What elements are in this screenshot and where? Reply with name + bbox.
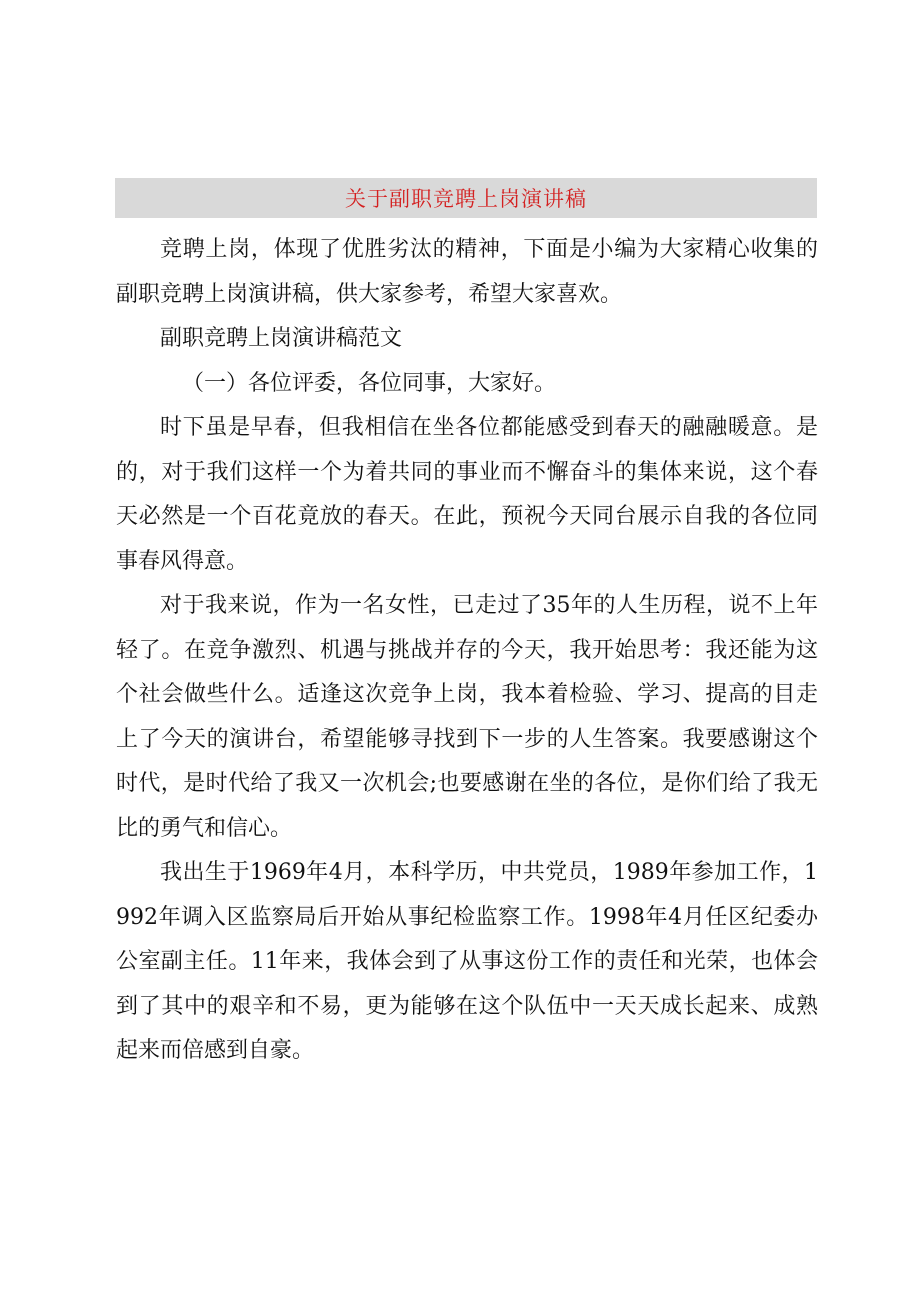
section-heading: 副职竞聘上岗演讲稿范文 (160, 326, 403, 351)
body-paragraph-career: 我出生于1969年4月，本科学历，中共党员，1989年参加工作，1992年调入区监察局后开始从事纪检监察工作。1998年4月任区纪委办公室副主任。11年来，我体会到了从事这份工作的责任和光荣，也体会到了其中的艰辛和不易，更为能够在这个队伍中一天天成长起来、成熟起来而倍感到自豪。 (116, 860, 818, 1063)
body-paragraph-spring: 时下虽是早春，但我相信在坐各位都能感受到春天的融融暖意。是的，对于我们这样一个为着共同的事业而不懈奋斗的集体来说，这个春天必然是一个百花竟放的春天。在此，预祝今天同台展示自我的各位同事春风得意。 (116, 415, 818, 574)
document-body (116, 228, 818, 1074)
body-paragraph-personal: 对于我来说，作为一名女性，已走过了35年的人生历程，说不上年轻了。在竞争激烈、机遇与挑战并存的今天，我开始思考：我还能为这个社会做些什么。适逢这次竞争上岗，我本着检验、学习、提高的目走上了今天的演讲台，希望能够寻找到下一步的人生答案。我要感谢这个时代，是时代给了我又一次机会;也要感谢在坐的各位，是你们给了我无比的勇气和信心。 (116, 593, 818, 841)
greeting-paragraph: （一）各位评委，各位同事，大家好。 (182, 370, 557, 396)
intro-paragraph: 竞聘上岗，体现了优胜劣汰的精神，下面是小编为大家精心收集的副职竞聘上岗演讲稿，供大家参考，希望大家喜欢。 (116, 237, 818, 307)
document-title: 关于副职竞聘上岗演讲稿 (345, 187, 587, 211)
title-banner (115, 178, 817, 218)
